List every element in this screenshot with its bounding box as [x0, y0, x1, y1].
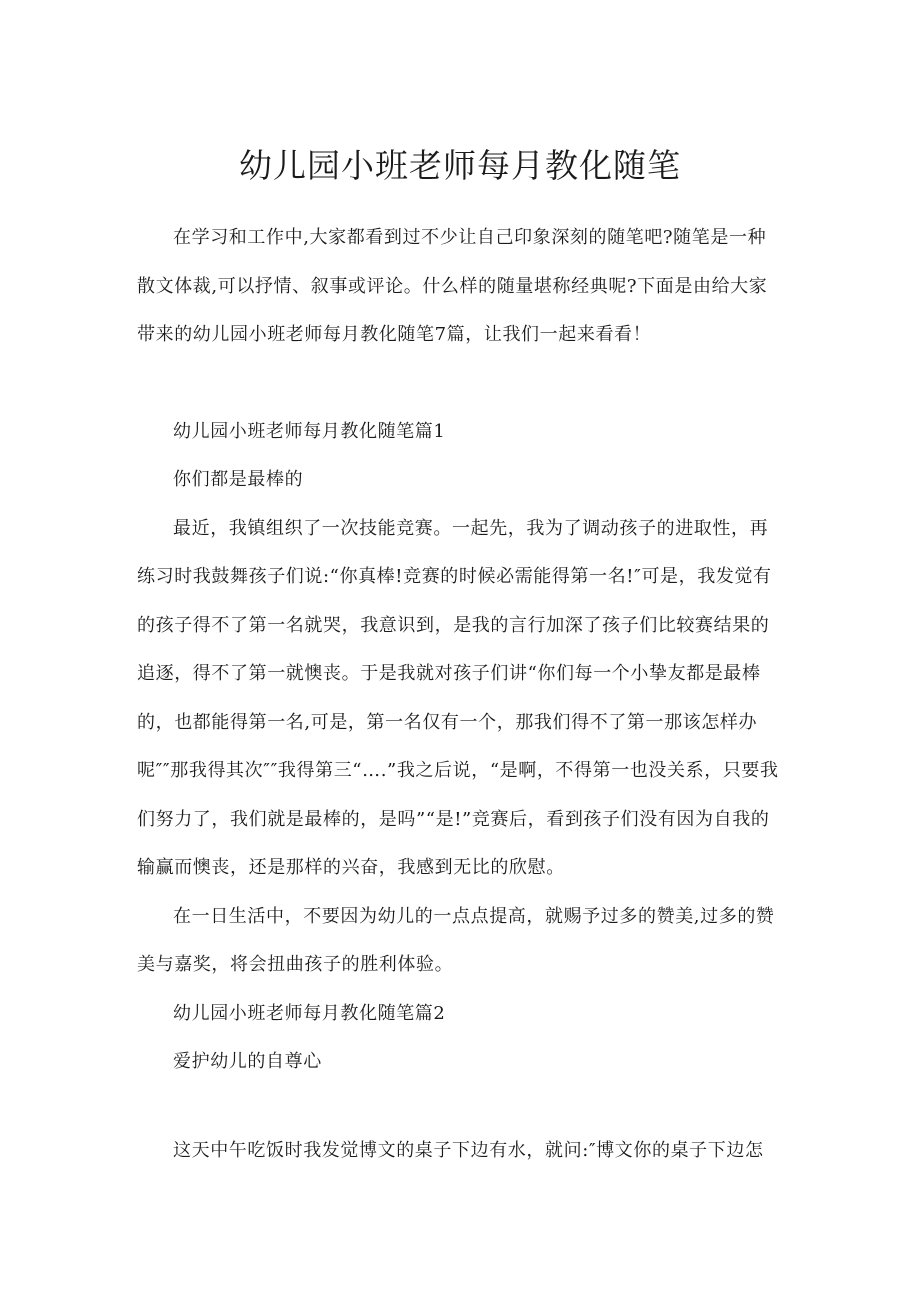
document-title: 幼儿园小班老师每月教化随笔	[239, 146, 681, 185]
section-1-paragraph-1: 最近，我镇组织了一次技能竞赛。一起先，我为了调动孩子的进取性，再练习时我鼓舞孩子们说:“你真棒!竞赛的时候必需能得第一名!″可是，我发觉有的孩子得不了第一名就哭，我意识到，是我的言行加深了孩子们比较赛结果的追逐，得不了第一就懊丧。于是我就对孩子们讲“你们每一个小挚友都是最棒的，也都能得第一名,可是，第一名仅有一个，那我们得不了第一那该怎样办呢″″那我得其次″″我得第三“….”我之后说，“是啊，不得第一也没关系，只要我们努力了，我们就是最棒的，是吗”“是!”竞赛后，看到孩子们没有因为自我的输赢而懊丧，还是那样的兴奋，我感到无比的欣慰。	[137, 517, 779, 878]
section-1-paragraph-2: 在一日生活中，不要因为幼儿的一点点提高，就赐予过多的赞美,过多的赞美与嘉奖，将会扭曲孩子的胜利体验。	[137, 905, 775, 975]
section-1-subtitle: 你们都是最棒的	[173, 469, 304, 490]
section-2-heading: 幼儿园小班老师每月教化随笔篇2	[173, 1002, 446, 1024]
section-2-subtitle: 爱护幼儿的自尊心	[173, 1051, 322, 1072]
section-2-paragraph-1: 这天中午吃饭时我发觉博文的桌子下边有水，就问:″博文你的桌子下边怎	[173, 1139, 764, 1161]
intro-paragraph: 在学习和工作中,大家都看到过不少让自己印象深刻的随笔吧?随笔是一种散文体裁,可以抒情、叙事或评论。什么样的随量堪称经典呢?下面是由给大家带来的幼儿园小班老师每月教化随笔7篇，让我们一起来看看！	[137, 227, 768, 345]
document-body	[137, 214, 783, 1175]
section-1-heading: 幼儿园小班老师每月教化随笔篇1	[173, 420, 446, 442]
